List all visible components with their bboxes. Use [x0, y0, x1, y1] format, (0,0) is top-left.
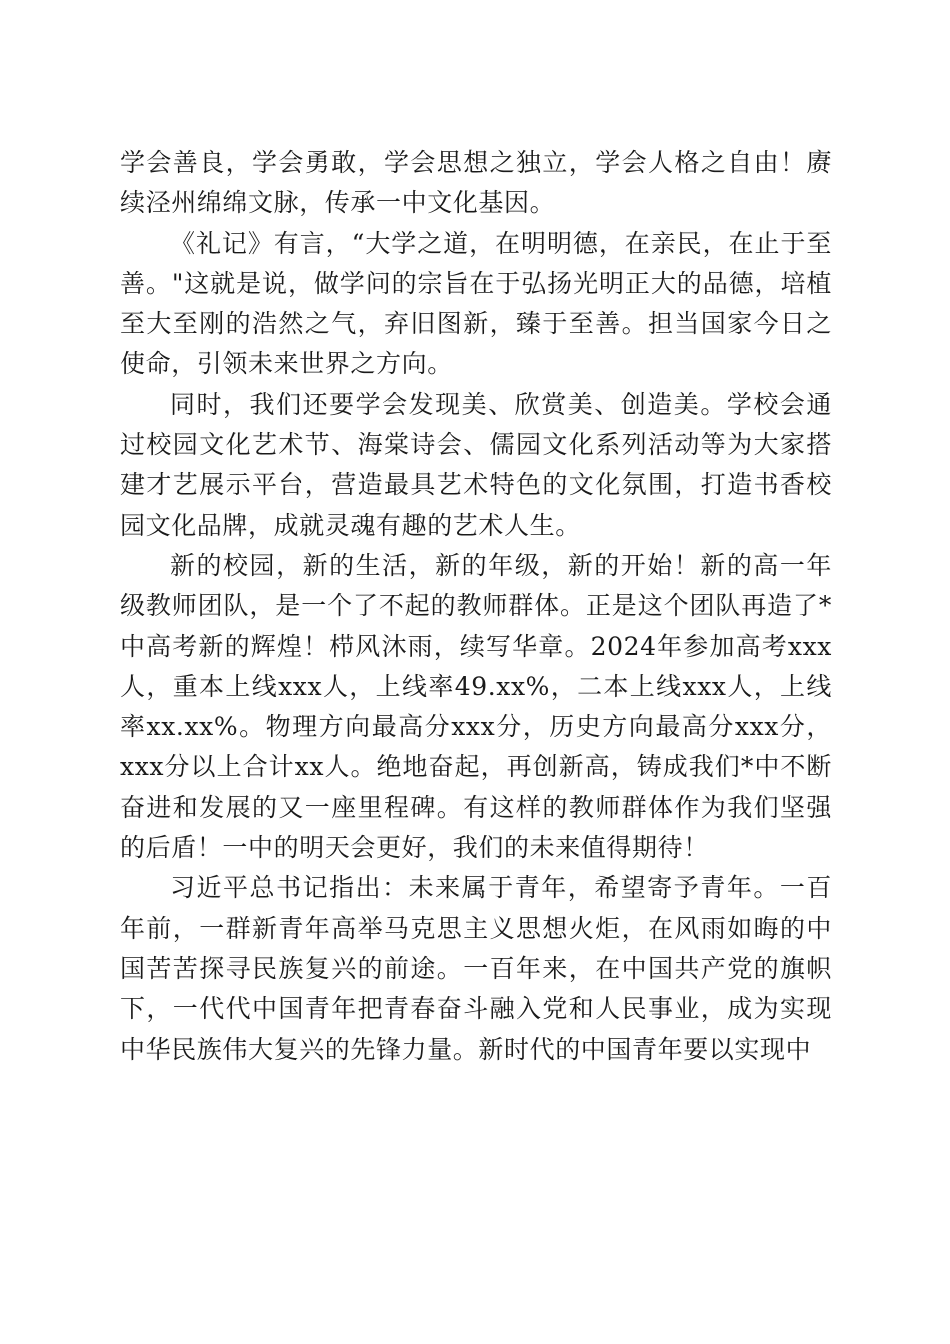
paragraph-3: 同时，我们还要学会发现美、欣赏美、创造美。学校会通过校园文化艺术节、海棠诗会、儒园文化系列活动等为大家搭建才艺展示平台，营造最具艺术特色的文化氛围，打造书香校园文化品牌，成就灵魂有趣的艺术人生。: [120, 389, 832, 540]
document-body: [120, 143, 832, 1070]
paragraph-4: 新的校园，新的生活，新的年级，新的开始！新的高一年级教师团队，是一个了不起的教师群体。正是这个团队再造了*中高考新的辉煌！栉风沐雨，续写华章。2024年参加高考xxx人，重本上线xxx人，上线率49.xx%，二本上线xxx人，上线率xx.xx%。物理方向最高分xxx分，历史方向最高分xxx分，xxx分以上合计xx人。绝地奋起，再创新高，铸成我们*中不断奋进和发展的又一座里程碑。有这样的教师群体作为我们坚强的后盾！一中的明天会更好，我们的未来值得期待！: [120, 550, 832, 863]
paragraph-5: 习近平总书记指出：未来属于青年，希望寄予青年。一百年前，一群新青年高举马克思主义思想火炬，在风雨如晦的中国苦苦探寻民族复兴的前途。一百年来，在中国共产党的旗帜下，一代代中国青年把青春奋斗融入党和人民事业，成为实现中华民族伟大复兴的先锋力量。新时代的中国青年要以实现中: [120, 873, 832, 1064]
paragraph-1: 学会善良，学会勇敢，学会思想之独立，学会人格之自由！赓续泾州绵绵文脉，传承一中文化基因。: [120, 148, 832, 218]
paragraph-2: 《礼记》有言，“大学之道，在明明德，在亲民，在止于至善。"这就是说，做学问的宗旨在于弘扬光明正大的品德，培植至大至刚的浩然之气，弃旧图新，臻于至善。担当国家今日之使命，引领未来世界之方向。: [120, 228, 832, 379]
